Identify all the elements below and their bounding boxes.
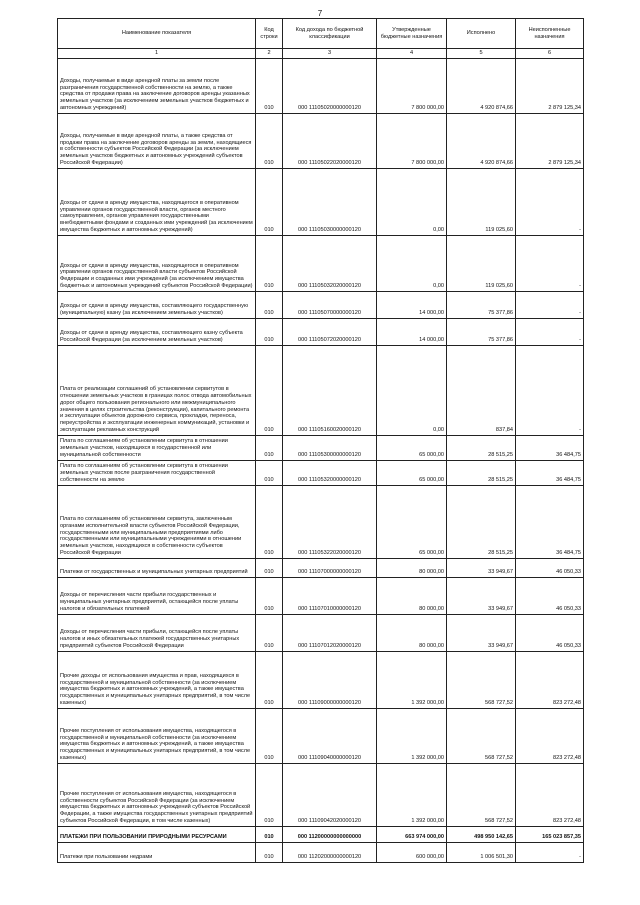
row-approved: 663 974 000,00	[377, 826, 447, 842]
row-unexecuted: 46 050,33	[516, 558, 584, 577]
row-code: 010	[256, 558, 283, 577]
row-unexecuted: -	[516, 291, 584, 318]
row-approved: 80 000,00	[377, 614, 447, 651]
row-name: Доходы от перечисления части прибыли, остающейся после уплаты налогов и иных обязательных платежей государственных унитарных предприятий субъектов Российской Федерации	[58, 614, 256, 651]
header-kbk: Код дохода по бюджетной классификации	[283, 19, 377, 49]
column-number: 4	[377, 49, 447, 59]
row-executed: 28 515,25	[447, 435, 516, 460]
table-row	[58, 291, 584, 318]
row-code: 010	[256, 345, 283, 435]
row-unexecuted: 2 879 125,34	[516, 113, 584, 168]
row-executed: 837,84	[447, 345, 516, 435]
row-name: Прочие доходы от использования имущества и прав, находящихся в государственной и муниципальной собственности (за исключением имущества бюджетных и автономных учреждений, а также имущества государственных и муниципальных унитарных предприятий, в том числе казенных)	[58, 651, 256, 708]
row-kbk: 000 11107010000000120	[283, 577, 377, 614]
row-kbk: 000 11107000000000120	[283, 558, 377, 577]
row-executed: 119 025,60	[447, 168, 516, 235]
column-number: 1	[58, 49, 256, 59]
table-row	[58, 826, 584, 842]
table-row	[58, 318, 584, 345]
row-kbk: 000 11200000000000000	[283, 826, 377, 842]
table-row	[58, 651, 584, 708]
row-code: 010	[256, 842, 283, 862]
row-kbk: 000 11105160020000120	[283, 345, 377, 435]
row-name: Доходы от сдачи в аренду имущества, составляющего казну субъекта Российской Федерации (за исключением земельных участков)	[58, 318, 256, 345]
row-name: Доходы, получаемые в виде арендной платы, а также средства от продажи права на заключение договоров аренды за земли, находящиеся в собственности субъектов Российской Федерации (за исключением земельных участков бюджетных и автономных учреждений субъектов Российской Федерации)	[58, 113, 256, 168]
row-executed: 75 377,86	[447, 291, 516, 318]
row-name: Доходы от сдачи в аренду имущества, составляющего государственную (муниципальную) казну (за исключением земельных участков)	[58, 291, 256, 318]
row-code: 010	[256, 577, 283, 614]
table-row	[58, 485, 584, 558]
row-executed: 1 006 501,30	[447, 842, 516, 862]
table-row	[58, 614, 584, 651]
row-kbk: 000 11105030000000120	[283, 168, 377, 235]
header-executed: Исполнено	[447, 19, 516, 49]
table-row	[58, 763, 584, 826]
row-approved: 7 800 000,00	[377, 58, 447, 113]
table-row	[58, 58, 584, 113]
row-unexecuted: 823 272,48	[516, 763, 584, 826]
header-unexecuted: Неисполненные назначения	[516, 19, 584, 49]
row-code: 010	[256, 651, 283, 708]
row-approved: 1 392 000,00	[377, 763, 447, 826]
header-code: Код строки	[256, 19, 283, 49]
row-executed: 28 515,25	[447, 460, 516, 485]
row-code: 010	[256, 235, 283, 291]
row-executed: 4 920 874,66	[447, 58, 516, 113]
row-code: 010	[256, 435, 283, 460]
row-unexecuted: -	[516, 168, 584, 235]
row-approved: 0,00	[377, 168, 447, 235]
row-name: Платежи от государственных и муниципальных унитарных предприятий	[58, 558, 256, 577]
row-kbk: 000 11105070000000120	[283, 291, 377, 318]
row-unexecuted: -	[516, 318, 584, 345]
revenue-table	[57, 18, 584, 863]
row-approved: 14 000,00	[377, 318, 447, 345]
row-executed: 4 920 874,66	[447, 113, 516, 168]
row-unexecuted: 823 272,48	[516, 708, 584, 763]
row-name: ПЛАТЕЖИ ПРИ ПОЛЬЗОВАНИИ ПРИРОДНЫМИ РЕСУРСАМИ	[58, 826, 256, 842]
row-code: 010	[256, 826, 283, 842]
column-number: 6	[516, 49, 584, 59]
row-executed: 33 949,67	[447, 577, 516, 614]
row-unexecuted: 823 272,48	[516, 651, 584, 708]
row-unexecuted: 36 484,75	[516, 460, 584, 485]
row-executed: 498 950 142,65	[447, 826, 516, 842]
row-code: 010	[256, 485, 283, 558]
row-unexecuted: 36 484,75	[516, 485, 584, 558]
row-approved: 65 000,00	[377, 460, 447, 485]
table-row	[58, 435, 584, 460]
table-row	[58, 842, 584, 862]
row-approved: 65 000,00	[377, 485, 447, 558]
row-unexecuted: 165 023 857,35	[516, 826, 584, 842]
row-unexecuted: -	[516, 235, 584, 291]
row-name: Доходы от сдачи в аренду имущества, находящегося в оперативном управлении органов государственной власти субъектов Российской Федерации и созданных ими учреждений (за исключением имущества бюджетных и автономных учреждений субъектов Российской Федерации)	[58, 235, 256, 291]
row-name: Прочие поступления от использования имущества, находящегося в государственной и муниципальной собственности (за исключением имущества бюджетных и автономных учреждений, а также имущества государственных и муниципальных унитарных предприятий, в том числе казенных)	[58, 708, 256, 763]
table-row	[58, 113, 584, 168]
page-number: 7	[317, 9, 323, 18]
row-unexecuted: 46 050,33	[516, 614, 584, 651]
row-approved: 0,00	[377, 235, 447, 291]
table-row	[58, 168, 584, 235]
row-approved: 80 000,00	[377, 577, 447, 614]
row-code: 010	[256, 113, 283, 168]
row-name: Доходы от сдачи в аренду имущества, находящегося в оперативном управлении органов государственной власти, органов местного самоуправления, органов управления государственными внебюджетными фондами и созданных ими учреждений (за исключением имущества бюджетных и автономных учреждений)	[58, 168, 256, 235]
table-header-row	[58, 19, 584, 49]
row-kbk: 000 11105072020000120	[283, 318, 377, 345]
row-executed: 568 727,52	[447, 651, 516, 708]
row-kbk: 000 11105020000000120	[283, 58, 377, 113]
row-name: Доходы, получаемые в виде арендной платы за земли после разграничения государственной собственности на землю, а также средства от продажи права на заключение договоров аренды указанных земельных участков (за исключением земельных участков бюджетных и автономных учреждений)	[58, 58, 256, 113]
table-row	[58, 558, 584, 577]
row-name: Плата по соглашениям об установлении сервитута в отношении земельных участков после разграничения государственной собственности на землю	[58, 460, 256, 485]
row-executed: 568 727,52	[447, 708, 516, 763]
row-code: 010	[256, 763, 283, 826]
row-executed: 568 727,52	[447, 763, 516, 826]
column-number: 5	[447, 49, 516, 59]
row-code: 010	[256, 168, 283, 235]
row-name: Доходы от перечисления части прибыли государственных и муниципальных унитарных предприятий, остающейся после уплаты налогов и обязательных платежей	[58, 577, 256, 614]
row-name: Платежи при пользовании недрами	[58, 842, 256, 862]
row-approved: 80 000,00	[377, 558, 447, 577]
row-unexecuted: 46 050,33	[516, 577, 584, 614]
row-code: 010	[256, 318, 283, 345]
header-approved: Утвержденные бюджетные назначения	[377, 19, 447, 49]
row-code: 010	[256, 708, 283, 763]
row-approved: 600 000,00	[377, 842, 447, 862]
row-unexecuted: 36 484,75	[516, 435, 584, 460]
row-approved: 0,00	[377, 345, 447, 435]
row-approved: 1 392 000,00	[377, 651, 447, 708]
column-number-row	[58, 49, 584, 59]
row-approved: 7 800 000,00	[377, 113, 447, 168]
column-number: 2	[256, 49, 283, 59]
row-code: 010	[256, 614, 283, 651]
row-code: 010	[256, 460, 283, 485]
row-executed: 33 949,67	[447, 558, 516, 577]
row-kbk: 000 11107012020000120	[283, 614, 377, 651]
row-kbk: 000 11105320000000120	[283, 460, 377, 485]
row-executed: 28 515,25	[447, 485, 516, 558]
row-kbk: 000 11202000000000120	[283, 842, 377, 862]
row-name: Плата от реализации соглашений об установлении сервитутов в отношении земельных участков в границах полос отвода автомобильных дорог общего пользования регионального или межмуниципального значения в целях строительства (реконструкции), капитального ремонта и эксплуатации объектов дорожного сервиса, прокладки, переноса, переустройства и эксплуатации инженерных коммуникаций, установки и эксплуатации рекламных конструкций	[58, 345, 256, 435]
header-name: Наименование показателя	[58, 19, 256, 49]
row-kbk: 000 11109000000000120	[283, 651, 377, 708]
row-executed: 119 025,60	[447, 235, 516, 291]
row-code: 010	[256, 291, 283, 318]
row-kbk: 000 11105300000000120	[283, 435, 377, 460]
row-unexecuted: -	[516, 345, 584, 435]
row-approved: 65 000,00	[377, 435, 447, 460]
table-row	[58, 345, 584, 435]
row-approved: 1 392 000,00	[377, 708, 447, 763]
row-executed: 75 377,86	[447, 318, 516, 345]
row-executed: 33 949,67	[447, 614, 516, 651]
row-kbk: 000 11105032020000120	[283, 235, 377, 291]
row-approved: 14 000,00	[377, 291, 447, 318]
row-kbk: 000 11105322020000120	[283, 485, 377, 558]
row-kbk: 000 11109040000000120	[283, 708, 377, 763]
row-kbk: 000 11109042020000120	[283, 763, 377, 826]
table-row	[58, 708, 584, 763]
row-code: 010	[256, 58, 283, 113]
table-row	[58, 577, 584, 614]
table-row	[58, 460, 584, 485]
table-row	[58, 235, 584, 291]
row-name: Прочие поступления от использования имущества, находящегося в собственности субъектов Российской Федерации (за исключением имущества бюджетных и автономных учреждений субъектов Российской Федерации, а также имущества государственных унитарных предприятий субъектов Российской Федерации, в том числе казенных)	[58, 763, 256, 826]
row-kbk: 000 11105022020000120	[283, 113, 377, 168]
row-unexecuted: 2 879 125,34	[516, 58, 584, 113]
row-name: Плата по соглашениям об установлении сервитута в отношении земельных участков, находящихся в государственной или муниципальной собственности	[58, 435, 256, 460]
row-name: Плата по соглашениям об установлении сервитута, заключенным органами исполнительной власти субъектов Российской Федерации, государственными или муниципальными предприятиями либо государственными или муниципальными учреждениями в отношении земельных участков, находящихся в собственности субъектов Российской Федерации	[58, 485, 256, 558]
column-number: 3	[283, 49, 377, 59]
row-unexecuted: -	[516, 842, 584, 862]
